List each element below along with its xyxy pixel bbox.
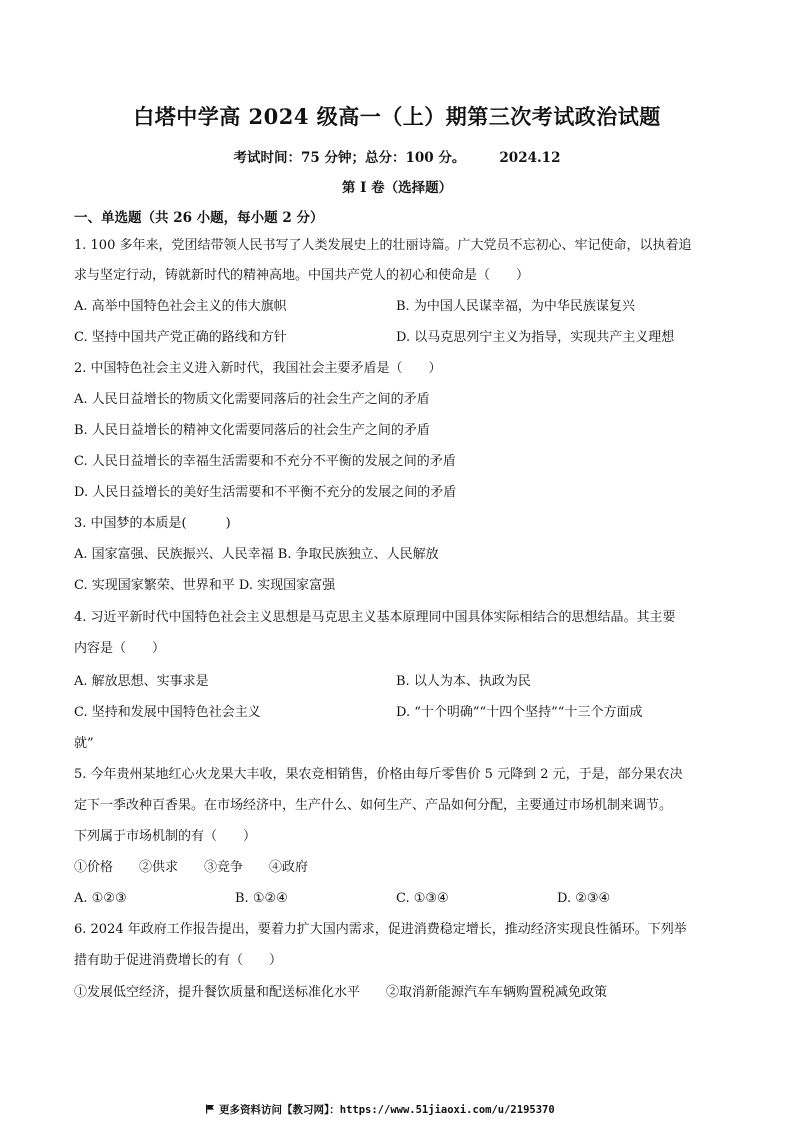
q2-stem: 2. 中国特色社会主义进入新时代，我国社会主要矛盾是（ ）	[74, 361, 442, 376]
q3-options-cd: C. 实现国家繁荣、世界和平 D. 实现国家富强	[74, 578, 336, 593]
q1-option-c: C. 坚持中国共产党正确的路线和方针	[74, 330, 287, 345]
q5-option-b: B. ①②④	[235, 891, 288, 906]
q3-options-ab: A. 国家富强、民族振兴、人民幸福 B. 争取民族独立、人民解放	[74, 547, 439, 562]
q5-option-d: D. ②③④	[557, 891, 611, 906]
exam-info	[0, 146, 794, 166]
exam-date: 2024.12	[499, 150, 561, 166]
page-title: 白塔中学高 2024 级高一（上）期第三次考试政治试题	[133, 104, 661, 129]
q6-items: ①发展低空经济，提升餐饮质量和配送标准化水平 ②取消新能源汽车车辆购置税减免政策	[74, 985, 608, 1000]
q5-stem-line-2: 定下一季改种百香果。在市场经济中，生产什么、如何生产、产品如何分配，主要通过市场机制来调节。	[74, 798, 673, 813]
q4-stem-line-2: 内容是（ ）	[74, 641, 166, 656]
q4-option-c: C. 坚持和发展中国特色社会主义	[74, 705, 261, 720]
q5-stem-line-1: 5. 今年贵州某地红心火龙果大丰收，果农竞相销售，价格由每斤零售价 5 元降到 2 元，于是，部分果农决	[74, 767, 683, 782]
q4-option-a: A. 解放思想、实事求是	[74, 674, 209, 689]
exam-time-score: 考试时间：75 分钟；总分：100 分。	[233, 150, 466, 166]
q1-option-b: B. 为中国人民谋幸福，为中华民族谋复兴	[396, 299, 635, 314]
q4-stem-line-1: 4. 习近平新时代中国特色社会主义思想是马克思主义基本原理同中国具体实际相结合的思想结晶。其主要	[74, 610, 676, 625]
q2-option-a: A. 人民日益增长的物质文化需要同落后的社会生产之间的矛盾	[74, 392, 430, 407]
q6-stem-line-2: 措有助于促进消费增长的有（ ）	[74, 953, 283, 968]
q4-option-d-continued: 就”	[74, 736, 94, 751]
q5-stem-line-3: 下列属于市场机制的有（ ）	[74, 829, 257, 844]
q5-items: ①价格 ②供求 ③竞争 ④政府	[74, 860, 309, 875]
q6-stem-line-1: 6. 2024 年政府工作报告提出，要着力扩大国内需求，促进消费稳定增长，推动经济实现良性循环。下列举	[74, 922, 687, 937]
flag-icon	[205, 1104, 215, 1114]
q2-option-b: B. 人民日益增长的精神文化需要同落后的社会生产之间的矛盾	[74, 423, 430, 438]
q3-stem: 3. 中国梦的本质是( )	[74, 516, 231, 531]
q1-option-d: D. 以马克思列宁主义为指导，实现共产主义理想	[396, 330, 675, 345]
q4-option-d: D. “十个明确”“十四个坚持”“十三个方面成	[396, 705, 643, 720]
footer-link[interactable]	[205, 1102, 555, 1117]
q4-option-b: B. 以人为本、执政为民	[396, 674, 531, 689]
q1-stem-line-2: 求与坚定行动，铸就新时代的精神高地。中国共产党人的初心和使命是（ ）	[74, 268, 530, 283]
section-heading: 一、单选题（共 26 小题，每小题 2 分）	[74, 210, 324, 226]
volume-heading: 第 I 卷（选择题）	[341, 180, 453, 196]
footer-text: 更多资料访问【教习网】：https://www.51jiaoxi.com/u/2195370	[219, 1104, 555, 1116]
q1-stem-line-1: 1. 100 多年来，党团结带领人民书写了人类发展史上的壮丽诗篇。广大党员不忘初心、牢记使命，以执着追	[74, 238, 692, 253]
q2-option-c: C. 人民日益增长的幸福生活需要和不充分不平衡的发展之间的矛盾	[74, 454, 456, 469]
q5-option-a: A. ①②③	[74, 891, 127, 906]
q5-option-c: C. ①③④	[396, 891, 449, 906]
q1-option-a: A. 高举中国特色社会主义的伟大旗帜	[74, 299, 287, 314]
q2-option-d: D. 人民日益增长的美好生活需要和不平衡不充分的发展之间的矛盾	[74, 485, 457, 500]
